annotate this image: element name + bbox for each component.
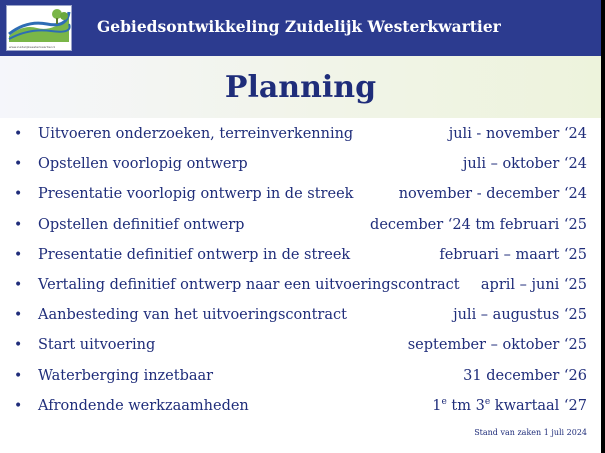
list-item [0,180,601,210]
period-label [432,398,587,414]
list-item [0,331,601,361]
period-part: 1 [432,397,442,414]
header-bar [0,0,601,56]
logo-caption: www.zuidelijkwesterkwartier.nl [9,45,56,49]
logo [6,5,72,51]
bullet-icon: • [14,276,23,293]
period-label: februari – maart ‘25 [439,246,587,263]
task-label: Start uitvoering [38,337,156,354]
bullet-icon: • [14,337,23,354]
ordinal-suffix: e [441,396,447,407]
bullet-icon: • [14,126,23,142]
period-label: november - december ‘24 [398,186,587,203]
period-label: juli - november ‘24 [448,126,587,142]
period-label: juli – augustus ‘25 [453,307,587,324]
planning-list [0,120,601,422]
task-label: Opstellen definitief ontwerp [38,216,245,233]
task-label: Vertaling definitief ontwerp naar een uitvoeringscontract [38,276,460,293]
period-part: tm 3 [446,397,485,414]
bullet-icon: • [14,397,23,414]
list-item [0,150,601,180]
bullet-icon: • [14,246,23,263]
period-label: juli – oktober ‘24 [462,156,587,173]
ordinal-suffix: e [484,396,491,407]
list-item [0,362,601,392]
task-label: Afrondende werkzaamheden [38,397,249,414]
period-label: december ‘24 tm februari ‘25 [370,216,587,233]
bullet-icon: • [14,307,23,324]
bullet-icon: • [14,156,23,173]
period-part: kwartaal ‘27 [490,397,587,414]
bullet-icon: • [14,367,23,384]
landscape-logo-icon [7,6,71,42]
list-item [0,211,601,241]
list-item [0,271,601,301]
task-label: Waterberging inzetbaar [38,367,214,384]
bullet-icon: • [14,186,23,203]
task-label: Presentatie definitief ontwerp in de streek [38,246,351,263]
period-label: april – juni ‘25 [480,276,587,293]
period-label: september – oktober ‘25 [407,337,587,354]
task-label: Presentatie voorlopig ontwerp in de streek [38,186,354,203]
list-item [0,392,601,422]
status-footnote: Stand van zaken 1 juli 2024 [474,428,587,437]
period-label: 31 december ‘26 [463,367,587,384]
task-label: Opstellen voorlopig ontwerp [38,156,248,173]
list-item [0,241,601,271]
header-title: Gebiedsontwikkeling Zuidelijk Westerkwartier [97,17,501,36]
page-title: Planning [224,70,377,105]
list-item [0,120,601,150]
list-item [0,301,601,331]
task-label: Uitvoeren onderzoeken, terreinverkenning [38,126,354,142]
task-label: Aanbesteding van het uitvoeringscontract [38,307,347,324]
bullet-icon: • [14,216,23,233]
